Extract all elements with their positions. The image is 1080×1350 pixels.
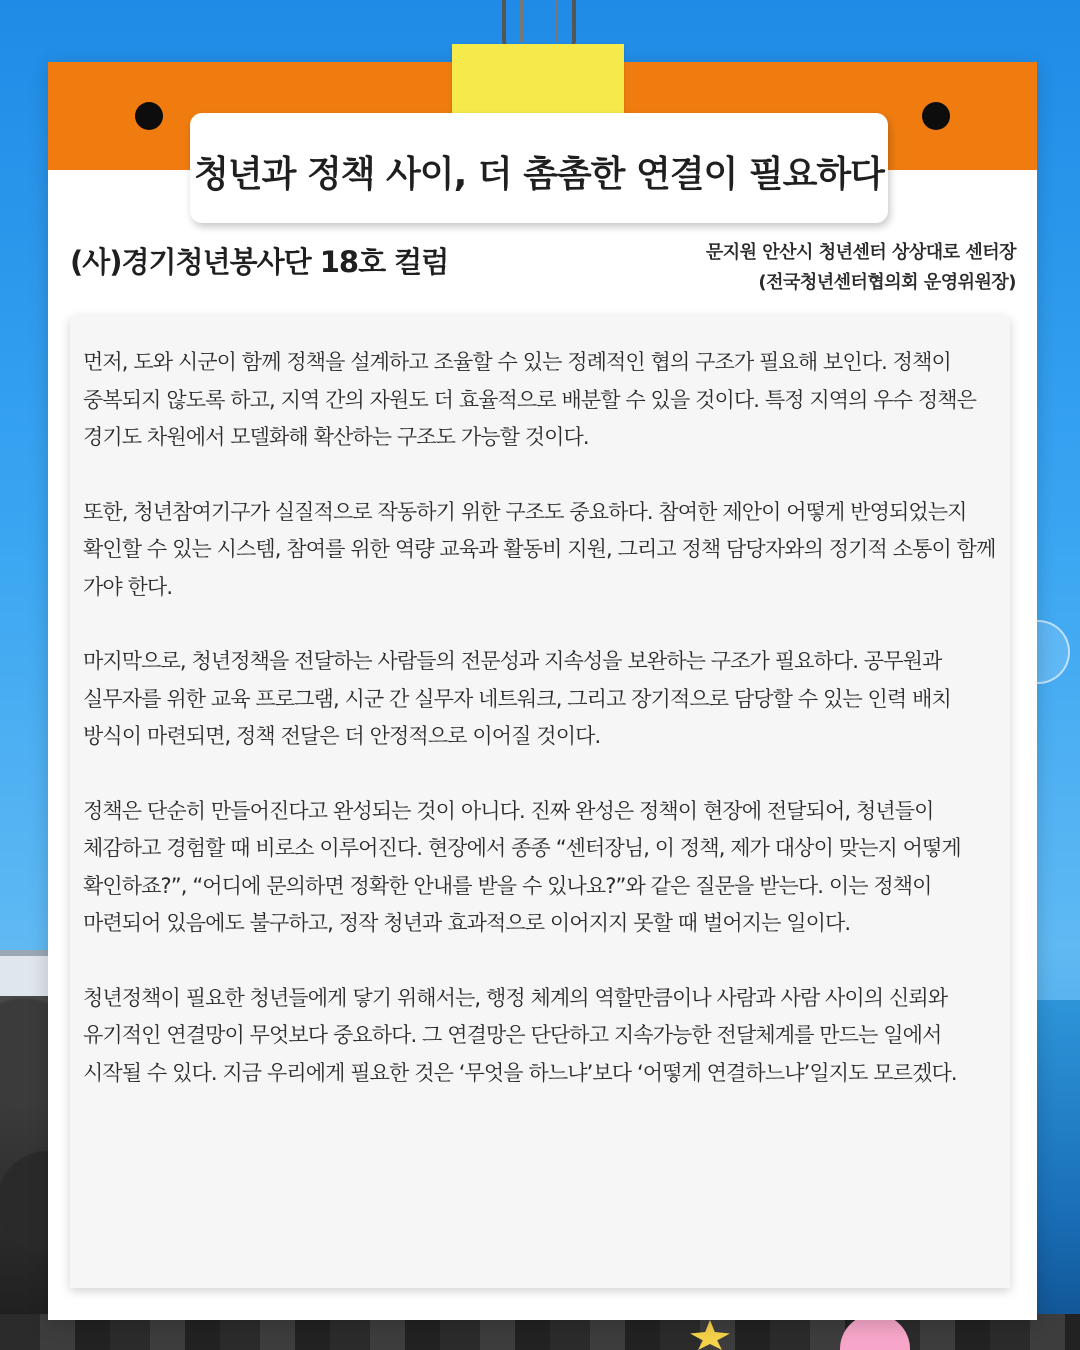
- title-box: [190, 113, 888, 223]
- paragraph: 정책은 단순히 만들어진다고 완성되는 것이 아니다. 진짜 완성은 정책이 현장에 전달되어, 청년들이 체감하고 경험할 때 비로소 이루어진다. 현장에서 종종 “센터장님, 이 정책, 제가 대상이 맞는지 어떻게 확인하죠?”, “어디에 문의하면 정확한 안내를 받을 수 있나요?”와 같은 질문을 받는다. 이는 정책이 마련되어 있음에도 불구하고, 정작 청년과 효과적으로 이어지지 못할 때 벌어지는 일이다.: [83, 798, 961, 935]
- body-text-panel: [70, 316, 1010, 1288]
- paragraph: 마지막으로, 청년정책을 전달하는 사람들의 전문성과 지속성을 보완하는 구조가 필요하다. 공무원과 실무자를 위한 교육 프로그램, 시군 간 실무자 네트워크, 그리고 장기적으로 담당할 수 있는 인력 배치 방식이 마련되면, 정책 전달은 더 안정적으로 이어질 것이다.: [83, 649, 951, 748]
- author-info: [706, 238, 1016, 298]
- background-building: [0, 950, 48, 996]
- paragraph: 청년정책이 필요한 청년들에게 닿기 위해서는, 행정 체계의 역할만큼이나 사람과 사람 사이의 신뢰와 유기적인 연결망이 무엇보다 중요하다. 그 연결망은 단단하고 지속가능한 전달체계를 만드는 일에서 시작될 수 있다. 지금 우리에게 필요한 것은 ‘무엇을 하느냐’보다 ‘어떻게 연결하느냐’일지도 모르겠다.: [83, 985, 957, 1085]
- punch-hole-right: [922, 102, 950, 130]
- paragraph: 또한, 청년참여기구가 실질적으로 작동하기 위한 구조도 중요하다. 참여한 제안이 어떻게 반영되었는지 확인할 수 있는 시스템, 참여를 위한 역량 교육과 활동비 지원, 그리고 정책 담당자와의 정기적 소통이 함께 가야 한다.: [83, 499, 996, 599]
- page-title: 청년과 정책 사이, 더 촘촘한 연결이 필요하다: [194, 153, 884, 195]
- author-role: (전국청년센터협의회 운영위원장): [758, 272, 1016, 293]
- paragraph: 먼저, 도와 시군이 함께 정책을 설계하고 조율할 수 있는 정례적인 협의 구조가 필요해 보인다. 정책이 중복되지 않도록 하고, 지역 간의 자원도 더 효율적으로 배분할 수 있을 것이다. 특정 지역의 우수 정책은 경기도 차원에서 모델화해 확산하는 구조도 가능할 것이다.: [83, 350, 977, 449]
- author-name: 문지원 안산시 청년센터 상상대로 센터장: [705, 242, 1016, 263]
- punch-hole-left: [135, 102, 163, 130]
- binder-clip-icon: [502, 0, 576, 50]
- column-label: (사)경기청년봉사단 18호 컬럼: [70, 245, 449, 279]
